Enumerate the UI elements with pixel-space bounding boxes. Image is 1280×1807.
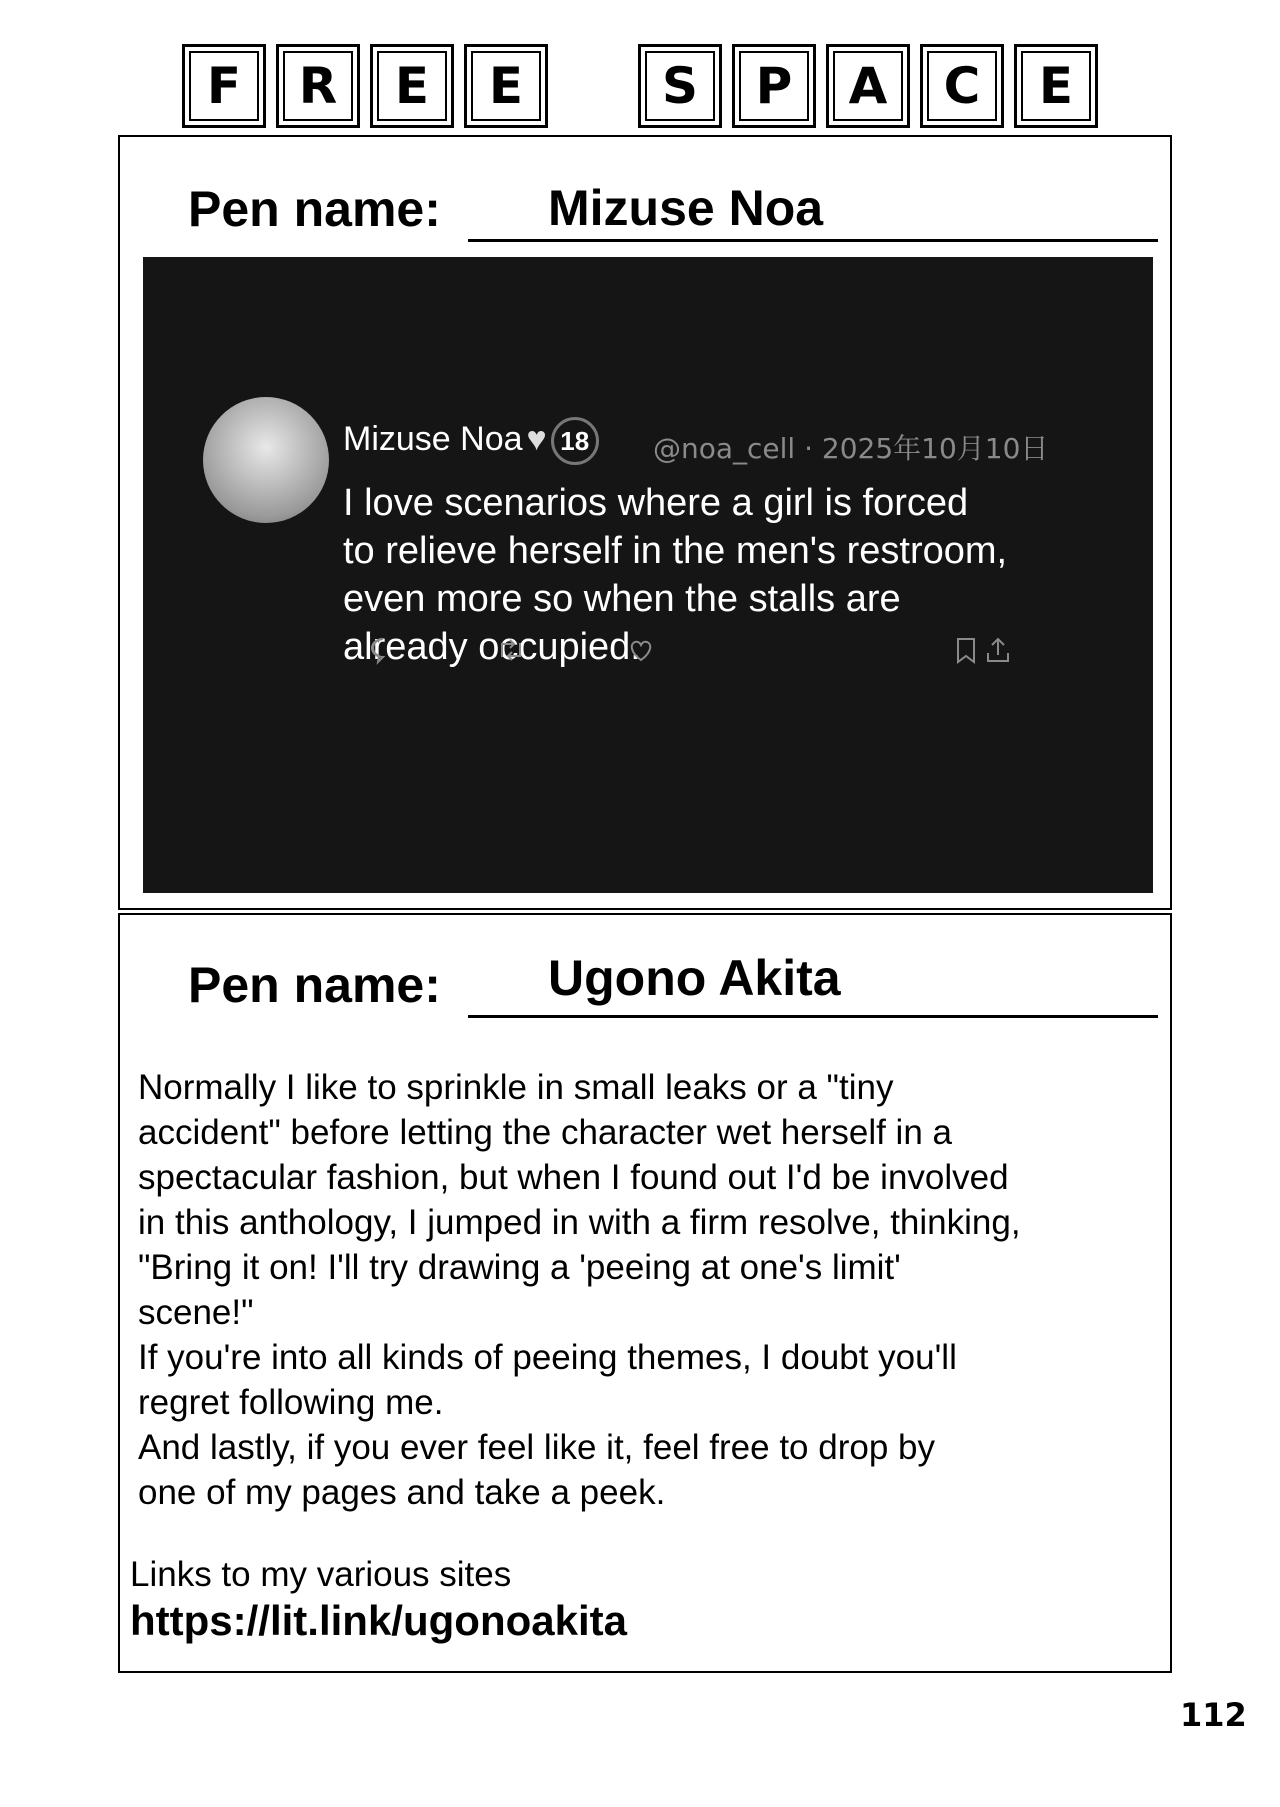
- author-comment: Normally I like to sprinkle in small leaks or a "tiny accident" before letting the character wet herself in a spectacular fashion, but when I found out I'd be involved in this anthology, I jumped in with a firm resolve, thinking, "Bring it on! I'll try drawing a 'peeing at one's limit' scene!" If you're into all kinds of peeing themes, I doubt you'll regret following me. And lastly, if you ever feel like it, feel free to drop by one of my pages and take a peek.: [138, 1068, 1021, 1512]
- post-line: even more so when the stalls are: [343, 578, 901, 620]
- pen-name-label: Pen name:: [188, 957, 441, 1013]
- pen-name-label: Pen name:: [188, 181, 441, 237]
- post-line: already occupied.: [343, 626, 641, 668]
- author-panel-1: [118, 135, 1172, 910]
- post-screenshot: [143, 257, 1153, 893]
- pen-name-line: [468, 945, 1158, 1018]
- share-icon: [983, 635, 1013, 672]
- heart-icon: ♥: [526, 419, 547, 458]
- author-panel-2: [118, 913, 1172, 1673]
- title-letter: E: [464, 44, 548, 128]
- title-letter: E: [1014, 44, 1098, 128]
- title-letter: S: [638, 44, 722, 128]
- title-letter: C: [920, 44, 1004, 128]
- post-line: to relieve herself in the men's restroom,: [343, 530, 1008, 572]
- like-icon: [626, 635, 656, 672]
- title-letter: R: [276, 44, 360, 128]
- free-space-title: [0, 44, 1280, 128]
- site-link[interactable]: https://lit.link/ugonoakita: [130, 1597, 627, 1644]
- post-text: [343, 479, 1007, 671]
- handle-date: @noa_cell · 2025年10月10日: [653, 432, 1049, 465]
- pen-name: Mizuse Noa: [548, 180, 824, 236]
- post-line: I love scenarios where a girl is forced: [343, 482, 969, 524]
- title-letter: F: [182, 44, 266, 128]
- page-number: 112: [1180, 1696, 1247, 1734]
- pen-name-row: [188, 948, 1158, 1018]
- pen-name: Ugono Akita: [548, 950, 841, 1006]
- post-author: [343, 417, 599, 465]
- pen-name-line: [468, 169, 1158, 242]
- reply-icon: [368, 635, 398, 672]
- repost-icon: [496, 635, 526, 672]
- age-18-badge-icon: 18: [551, 417, 599, 465]
- pen-name-row: [188, 172, 1158, 242]
- bookmark-icon: [953, 635, 979, 672]
- avatar: [203, 397, 329, 523]
- title-letter: E: [370, 44, 454, 128]
- links-label: Links to my various sites: [130, 1555, 512, 1594]
- display-name: Mizuse Noa: [343, 419, 523, 458]
- title-letter: P: [732, 44, 816, 128]
- title-letter: A: [826, 44, 910, 128]
